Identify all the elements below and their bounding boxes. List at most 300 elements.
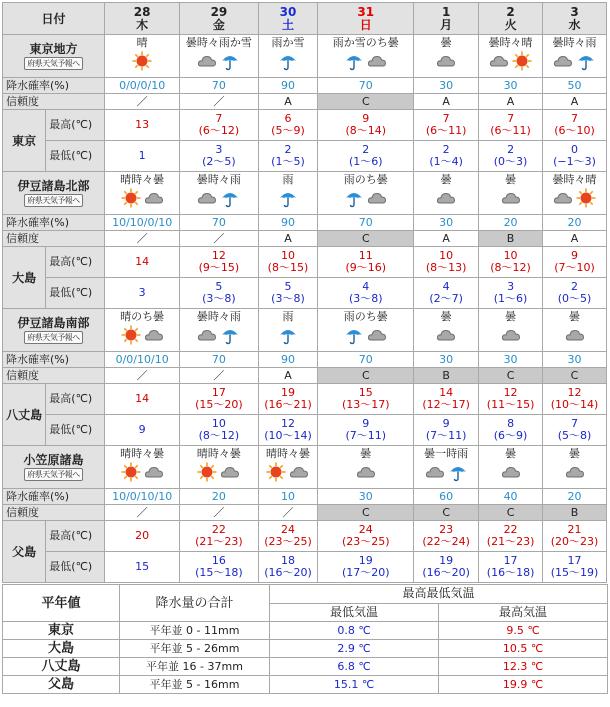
umbrella-icon — [220, 51, 240, 71]
reliability-value: B — [479, 231, 543, 247]
sun-icon — [132, 51, 152, 71]
cloud-icon — [436, 188, 456, 208]
high-temp-value: 14 — [439, 386, 454, 399]
high-temp-value: 6 — [284, 112, 292, 125]
weather-text: 曇 — [440, 173, 452, 186]
high-temp-range: (20〜23) — [550, 535, 599, 548]
weekday: 木 — [136, 17, 149, 32]
weather-row — [3, 35, 607, 78]
low-temp — [318, 552, 414, 583]
high-temp-value: 24 — [358, 523, 373, 536]
umbrella-icon — [576, 51, 596, 71]
reliability-label: 信頼度 — [3, 368, 105, 384]
weather-icons — [180, 51, 257, 71]
high-temp-value: 7 — [507, 112, 515, 125]
weather-row — [3, 309, 607, 352]
high-temp — [543, 384, 607, 415]
reliability-value: C — [479, 368, 543, 384]
low-temp-value: 9 — [442, 417, 450, 430]
precip-value: 10/0/10/10 — [105, 489, 180, 505]
precip-label: 降水確率(%) — [3, 215, 105, 231]
weather-text: 雨 — [282, 310, 294, 323]
umbrella-icon — [220, 188, 240, 208]
high-temp-value: 7 — [571, 112, 578, 125]
weekly-forecast-table — [2, 2, 607, 583]
low-temp-range: (1〜6) — [493, 292, 528, 305]
weather-icons — [543, 188, 606, 208]
low-temp — [414, 278, 479, 309]
low-temp-value: 8 — [507, 417, 515, 430]
weather-icons — [414, 188, 478, 208]
weather-cell — [258, 35, 318, 78]
umbrella-icon — [344, 188, 364, 208]
weather-icons — [180, 325, 257, 345]
weather-cell — [479, 35, 543, 78]
low-temp-range: (6〜9) — [493, 429, 528, 442]
low-temp-value: 9 — [362, 417, 370, 430]
low-temp-value: 4 — [442, 280, 450, 293]
high-label: 最高(℃) — [46, 247, 105, 278]
normals-header-row — [3, 585, 608, 604]
weather-cell — [414, 172, 479, 215]
day-header — [479, 3, 543, 35]
weather-cell — [105, 35, 180, 78]
weather-text: 曇 — [569, 310, 580, 323]
weather-icons — [259, 325, 318, 345]
cloud-icon — [436, 51, 456, 71]
low-temp — [258, 141, 318, 172]
low-temp — [180, 415, 258, 446]
weather-text: 曇時々雨 — [196, 173, 241, 186]
high-temp-value: 22 — [503, 523, 518, 536]
region-name: 小笠原諸島 — [23, 452, 84, 467]
high-temp-value: 17 — [211, 386, 226, 399]
low-temp — [543, 415, 607, 446]
weather-icons — [479, 51, 542, 71]
precip-value: 30 — [479, 78, 543, 94]
precip-value: 30 — [479, 352, 543, 368]
high-temp — [318, 521, 414, 552]
weather-text: 曇 — [440, 36, 452, 49]
low-temp-range: (−1〜3) — [553, 155, 596, 168]
high-temp-range: (21〜23) — [195, 535, 243, 548]
normals-max: 19.9 ℃ — [439, 676, 608, 694]
high-temp-row — [3, 110, 607, 141]
normals-precip: 平年並 0 - 11mm — [120, 622, 270, 640]
low-temp — [180, 552, 258, 583]
weather-icons — [259, 51, 318, 71]
normals-min: 0.8 ℃ — [270, 622, 439, 640]
low-temp-range: (8〜12) — [198, 429, 240, 442]
precip-value: 40 — [479, 489, 543, 505]
cloud-icon — [501, 325, 521, 345]
low-temp-value: 7 — [571, 417, 578, 430]
weather-icons — [318, 51, 413, 71]
sun-icon — [512, 51, 532, 71]
precip-value: 30 — [543, 352, 607, 368]
precip-value: 20 — [479, 215, 543, 231]
cloud-icon — [144, 325, 164, 345]
reliability-value: A — [258, 368, 318, 384]
reliability-value: C — [318, 94, 414, 110]
high-temp — [180, 110, 258, 141]
reliability-value: ／ — [105, 505, 180, 521]
cloud-icon — [144, 188, 164, 208]
low-temp — [414, 141, 479, 172]
low-temp-value: 2 — [442, 143, 450, 156]
low-temp — [543, 278, 607, 309]
normals-min: 6.8 ℃ — [270, 658, 439, 676]
low-temp — [105, 278, 180, 309]
weather-text: 晴時々曇 — [196, 447, 241, 460]
low-temp-row — [3, 552, 607, 583]
high-temp-value: 12 — [503, 386, 518, 399]
low-temp — [258, 415, 318, 446]
normals-precip: 平年並 16 - 37mm — [120, 658, 270, 676]
weather-cell — [258, 172, 318, 215]
weather-icons — [318, 462, 413, 482]
high-temp-value: 24 — [280, 523, 295, 536]
normals-max: 12.3 ℃ — [439, 658, 608, 676]
weather-cell — [543, 309, 607, 352]
prefecture-forecast-button[interactable]: 府県天気予報へ — [24, 194, 83, 207]
high-temp-range: (22〜24) — [422, 535, 470, 548]
day-number: 1 — [441, 4, 451, 19]
cloud-icon — [356, 462, 376, 482]
low-temp-value: 12 — [280, 417, 295, 430]
normals-precip: 平年並 5 - 16mm — [120, 676, 270, 694]
low-temp — [180, 141, 258, 172]
min-temp-header: 最低気温 — [270, 603, 439, 622]
region-name: 伊豆諸島南部 — [17, 315, 90, 330]
date-header-row — [3, 3, 607, 35]
precip-value: 90 — [258, 352, 318, 368]
low-temp — [318, 415, 414, 446]
precip-value: 70 — [318, 78, 414, 94]
normals-max: 10.5 ℃ — [439, 640, 608, 658]
umbrella-icon — [344, 325, 364, 345]
weekday: 火 — [504, 17, 517, 32]
high-temp — [180, 247, 258, 278]
high-temp-range: (6〜11) — [425, 124, 467, 137]
low-temp-value: 16 — [211, 554, 226, 567]
normals-row — [3, 640, 608, 658]
weather-icons — [414, 325, 478, 345]
reliability-value: ／ — [180, 368, 258, 384]
low-temp-value: 3 — [507, 280, 515, 293]
high-temp-range: (6〜11) — [490, 124, 531, 137]
weather-icons — [479, 325, 542, 345]
high-temp-range: (11〜15) — [486, 398, 535, 411]
high-temp-range: (8〜12) — [490, 261, 531, 274]
reliability-row — [3, 368, 607, 384]
reliability-value: B — [543, 505, 607, 521]
low-temp-value: 5 — [215, 280, 223, 293]
weather-icons — [105, 325, 179, 345]
low-temp-range: (3〜8) — [271, 292, 305, 305]
reliability-value: C — [318, 368, 414, 384]
city-name: 父島 — [3, 521, 46, 583]
weather-icons — [180, 188, 257, 208]
precip-value: 20 — [543, 215, 607, 231]
precip-row — [3, 352, 607, 368]
cloud-icon — [501, 188, 521, 208]
low-temp-row — [3, 278, 607, 309]
low-temp-value: 0 — [571, 143, 578, 156]
temp-header: 最高最低気温 — [270, 585, 608, 604]
weather-cell — [414, 309, 479, 352]
low-temp — [258, 278, 318, 309]
day-number: 3 — [570, 4, 579, 19]
low-temp-range: (2〜7) — [429, 292, 463, 305]
high-temp-value: 12 — [211, 249, 226, 262]
weekday: 金 — [212, 17, 225, 32]
weather-text: 雨のち曇 — [343, 173, 388, 186]
umbrella-icon — [344, 51, 364, 71]
weather-cell — [479, 172, 543, 215]
high-label: 最高(℃) — [46, 384, 105, 415]
normals-row — [3, 676, 608, 694]
city-name: 東京 — [3, 110, 46, 172]
reliability-label: 信頼度 — [3, 231, 105, 247]
weather-text: 晴時々曇 — [120, 173, 165, 186]
reliability-row — [3, 231, 607, 247]
low-temp — [105, 141, 180, 172]
weather-cell — [414, 446, 479, 489]
weather-cell — [258, 446, 318, 489]
weather-cell — [414, 35, 479, 78]
precip-value: 70 — [318, 352, 414, 368]
weather-cell — [318, 35, 414, 78]
normals-city: 八丈島 — [3, 658, 120, 676]
reliability-value: A — [414, 94, 479, 110]
reliability-value: C — [543, 368, 607, 384]
low-temp — [258, 552, 318, 583]
high-temp-value: 21 — [567, 523, 582, 536]
city-name: 八丈島 — [3, 384, 46, 446]
precip-value: 30 — [318, 489, 414, 505]
weather-text: 曇 — [360, 447, 372, 460]
reliability-value: A — [414, 231, 479, 247]
umbrella-icon — [220, 325, 240, 345]
prefecture-forecast-button[interactable]: 府県天気予報へ — [24, 331, 83, 344]
normals-table — [2, 584, 608, 694]
region-header — [3, 309, 105, 352]
reliability-value: ／ — [105, 368, 180, 384]
normals-min: 2.9 ℃ — [270, 640, 439, 658]
high-temp-range: (13〜17) — [341, 398, 390, 411]
prefecture-forecast-button[interactable]: 府県天気予報へ — [24, 57, 83, 70]
weather-icons — [180, 462, 257, 482]
low-temp-range: (1〜6) — [348, 155, 383, 168]
cloud-icon — [220, 462, 240, 482]
weather-cell — [543, 446, 607, 489]
normals-max: 9.5 ℃ — [439, 622, 608, 640]
weather-cell — [543, 172, 607, 215]
reliability-value: ／ — [180, 94, 258, 110]
low-temp-value: 15 — [135, 560, 150, 573]
reliability-value: ／ — [180, 231, 258, 247]
day-number: 2 — [506, 4, 515, 19]
weather-text: 晴 — [136, 36, 148, 49]
precip-label: 降水確率(%) — [3, 352, 105, 368]
weather-cell — [180, 446, 258, 489]
weather-icons — [318, 188, 413, 208]
sun-icon — [121, 325, 141, 345]
cloud-icon — [489, 51, 509, 71]
umbrella-icon — [448, 462, 468, 482]
high-temp-range: (15〜20) — [195, 398, 243, 411]
low-temp — [543, 552, 607, 583]
umbrella-icon — [278, 188, 298, 208]
low-temp-range: (10〜14) — [264, 429, 312, 442]
precip-row — [3, 78, 607, 94]
high-temp — [414, 110, 479, 141]
weather-icons — [318, 325, 413, 345]
precip-value: 20 — [543, 489, 607, 505]
weather-cell — [180, 35, 258, 78]
high-temp-value: 20 — [135, 529, 150, 542]
low-temp-value: 2 — [362, 143, 370, 156]
low-temp — [318, 141, 414, 172]
date-header: 日付 — [3, 3, 105, 35]
reliability-value: A — [258, 94, 318, 110]
reliability-value: A — [258, 231, 318, 247]
low-temp — [414, 415, 479, 446]
weather-row — [3, 172, 607, 215]
weather-text: 曇 — [440, 310, 452, 323]
low-label: 最低(℃) — [46, 141, 105, 172]
high-temp — [479, 110, 543, 141]
prefecture-forecast-button[interactable]: 府県天気予報へ — [24, 468, 83, 481]
reliability-value: C — [479, 505, 543, 521]
high-temp — [543, 247, 607, 278]
weather-text: 雨か雪 — [271, 36, 305, 49]
day-header — [414, 3, 479, 35]
high-temp — [318, 384, 414, 415]
sun-icon — [121, 188, 141, 208]
low-temp-range: (1〜4) — [429, 155, 463, 168]
high-temp — [543, 521, 607, 552]
weather-cell — [479, 309, 543, 352]
low-temp-value: 17 — [567, 554, 582, 567]
precip-value: 70 — [180, 78, 258, 94]
weather-cell — [479, 446, 543, 489]
high-temp — [258, 247, 318, 278]
high-temp-value: 23 — [439, 523, 454, 536]
cloud-icon — [565, 325, 585, 345]
low-temp — [414, 552, 479, 583]
cloud-icon — [367, 188, 387, 208]
cloud-icon — [565, 462, 585, 482]
precip-value: 20 — [180, 489, 258, 505]
high-temp-row — [3, 247, 607, 278]
cloud-icon — [501, 462, 521, 482]
day-header — [180, 3, 258, 35]
reliability-value: ／ — [105, 231, 180, 247]
weather-cell — [258, 309, 318, 352]
high-temp — [105, 247, 180, 278]
low-temp-value: 18 — [280, 554, 295, 567]
weekday: 土 — [281, 17, 294, 32]
low-temp-range: (3〜8) — [348, 292, 383, 305]
high-temp-range: (16〜21) — [264, 398, 312, 411]
high-temp-value: 19 — [280, 386, 295, 399]
normals-city: 大島 — [3, 640, 120, 658]
high-temp — [479, 521, 543, 552]
precip-value: 10 — [258, 489, 318, 505]
precip-value: 10/10/0/10 — [105, 215, 180, 231]
low-temp-range: (17〜20) — [341, 566, 390, 579]
precip-value: 90 — [258, 215, 318, 231]
weather-text: 雨 — [282, 173, 294, 186]
reliability-value: C — [318, 505, 414, 521]
reliability-value: ／ — [258, 505, 318, 521]
high-temp-value: 15 — [358, 386, 373, 399]
low-temp-range: (16〜20) — [264, 566, 312, 579]
low-temp — [318, 278, 414, 309]
precip-value: 0/0/0/10 — [105, 78, 180, 94]
high-temp-range: (7〜10) — [554, 261, 595, 274]
weather-text: 晴のち曇 — [120, 310, 165, 323]
high-temp-range: (23〜25) — [341, 535, 390, 548]
high-temp-range: (9〜15) — [198, 261, 240, 274]
low-temp-value: 2 — [571, 280, 578, 293]
weather-icons — [543, 325, 606, 345]
weather-cell — [105, 172, 180, 215]
reliability-label: 信頼度 — [3, 505, 105, 521]
high-temp-value: 9 — [362, 112, 370, 125]
reliability-value: A — [543, 94, 607, 110]
sun-icon — [197, 462, 217, 482]
low-temp-value: 9 — [138, 423, 146, 436]
normals-row — [3, 658, 608, 676]
umbrella-icon — [278, 325, 298, 345]
weather-text: 晴時々曇 — [265, 447, 310, 460]
low-temp-range: (15〜18) — [195, 566, 243, 579]
cloud-icon — [197, 325, 217, 345]
cloud-icon — [197, 188, 217, 208]
low-temp-value: 3 — [138, 286, 146, 299]
precip-row — [3, 215, 607, 231]
weather-text: 晴時々曇 — [120, 447, 165, 460]
reliability-value: A — [479, 94, 543, 110]
weather-cell — [543, 35, 607, 78]
reliability-value: B — [414, 368, 479, 384]
low-temp-value: 3 — [215, 143, 223, 156]
region-header — [3, 172, 105, 215]
high-temp-value: 14 — [135, 392, 150, 405]
reliability-value: C — [318, 231, 414, 247]
reliability-value: A — [543, 231, 607, 247]
low-temp-value: 2 — [507, 143, 515, 156]
high-temp-range: (8〜13) — [425, 261, 467, 274]
weather-text: 曇 — [505, 173, 517, 186]
day-header — [258, 3, 318, 35]
weather-icons — [479, 462, 542, 482]
day-header — [105, 3, 180, 35]
high-temp — [318, 247, 414, 278]
low-temp-row — [3, 415, 607, 446]
weekday: 日 — [359, 17, 372, 32]
sun-icon — [121, 462, 141, 482]
weather-text: 雨か雪のち曇 — [332, 36, 399, 49]
region-header — [3, 446, 105, 489]
low-temp-range: (1〜5) — [271, 155, 305, 168]
precip-value: 30 — [414, 78, 479, 94]
low-temp-value: 17 — [503, 554, 518, 567]
weather-icons — [105, 462, 179, 482]
